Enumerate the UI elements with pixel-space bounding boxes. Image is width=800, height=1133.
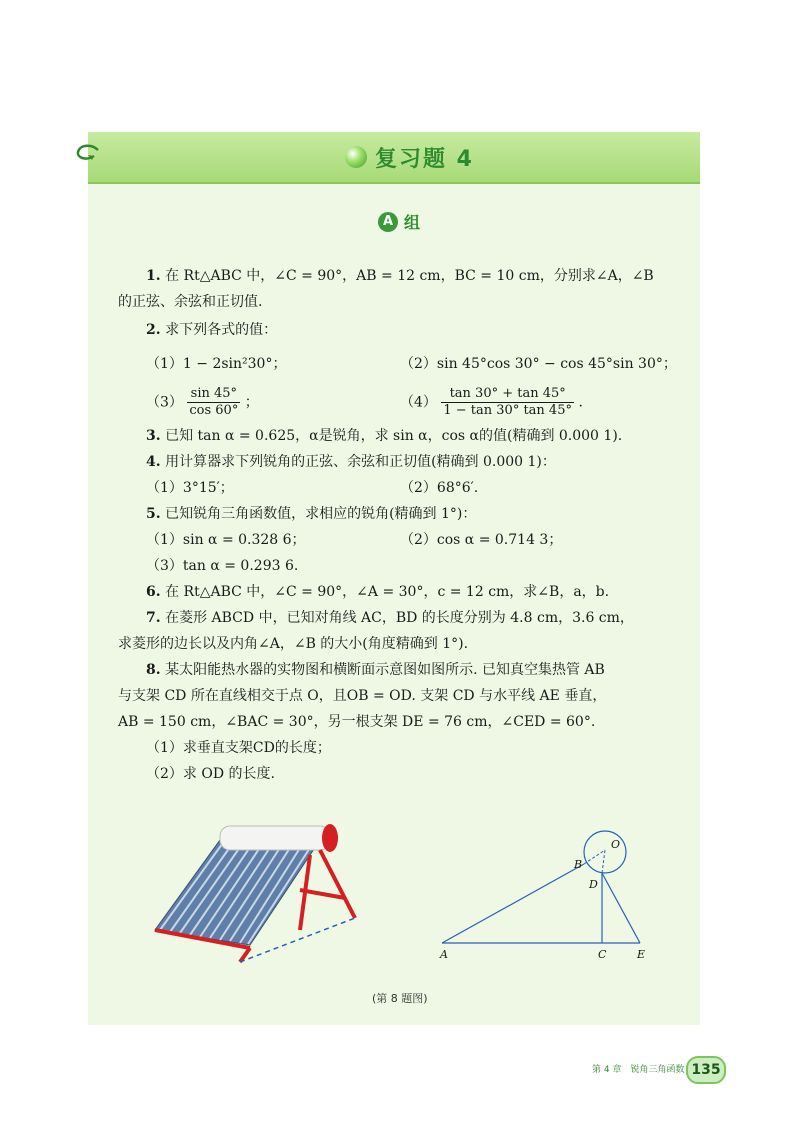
problem-number: 8. <box>146 662 161 678</box>
fraction <box>441 386 574 419</box>
problem-8-line1 <box>146 660 605 680</box>
point-label-D: D <box>589 878 598 891</box>
page-title <box>345 140 474 174</box>
point-label-E: E <box>637 948 646 961</box>
problem-6-line <box>146 582 609 602</box>
problem-8-part2: （2）求 OD 的长度. <box>146 766 275 782</box>
problem-number: 2. <box>146 322 161 338</box>
group-label: 组 <box>404 213 421 232</box>
problem-text: 已知锐角三角函数值，求相应的锐角(精确到 1°)： <box>165 506 477 522</box>
group-badge: A <box>378 212 398 232</box>
problem-text: 在菱形 ABCD 中，已知对角线 AC，BD 的长度分别为 4.8 cm，3.6 cm， <box>165 610 634 626</box>
fraction <box>187 386 240 419</box>
denominator: 1 − tan 30° tan 45° <box>443 403 572 418</box>
problem-text: 在 Rt△ABC 中，∠C = 90°，AB = 12 cm，BC = 10 cm，分别求∠A，∠B <box>165 268 654 284</box>
problem-number: 3. <box>146 428 161 444</box>
problem-2-part2: （2）sin 45°cos 30° − cos 45°sin 30°； <box>400 356 677 372</box>
problem-7-line2: 求菱形的边长以及内角∠A，∠B 的大小(角度精确到 1°). <box>118 636 469 652</box>
page-number: 135 <box>686 1056 726 1084</box>
problem-4-part2: （2）68°6′. <box>400 480 479 496</box>
problem-5-part3: （3）tan α = 0.293 6. <box>146 558 299 574</box>
problem-5-part1: （1）sin α = 0.328 6； <box>146 532 306 548</box>
problem-4-line <box>146 452 556 472</box>
part-end: . <box>578 394 583 411</box>
problem-number: 4. <box>146 454 161 470</box>
part-label: （4） <box>400 394 437 411</box>
point-label-C: C <box>598 948 607 961</box>
problem-2-part1: （1）1 − 2sin²30°； <box>146 356 287 372</box>
denominator: cos 60° <box>189 403 239 418</box>
swirl-arrow-icon <box>74 142 104 166</box>
point-label-B: B <box>574 858 583 871</box>
problem-text: 某太阳能热水器的实物图和横断面示意图如图所示. 已知真空集热管 AB <box>165 662 605 678</box>
problem-2-line <box>146 320 277 340</box>
problem-8-part1: （1）求垂直支架CD的长度； <box>146 740 331 756</box>
problem-7-line1 <box>146 608 634 628</box>
problem-2-part3 <box>146 386 259 419</box>
point-label-O: O <box>611 838 621 851</box>
problem-number: 7. <box>146 610 161 626</box>
title-text: 复习题 4 <box>375 146 474 172</box>
problem-number: 6. <box>146 584 161 600</box>
problem-text: 求下列各式的值： <box>165 322 278 338</box>
solar-heater-illustration <box>150 820 360 970</box>
problem-8-line3: AB = 150 cm，∠BAC = 30°，另一根支架 DE = 76 cm，∠CED = 60°. <box>118 714 596 730</box>
figure-caption: (第 8 题图) <box>372 992 428 1005</box>
problem-text: 用计算器求下列锐角的正弦、余弦和正切值(精确到 0.000 1)： <box>165 454 556 470</box>
problem-number: 5. <box>146 506 161 522</box>
chapter-label: 第 4 章 锐角三角函数 <box>592 1065 685 1075</box>
geometry-diagram <box>430 830 660 965</box>
numerator: tan 30° + tan 45° <box>441 386 574 403</box>
problem-text: 已知 tan α = 0.625，α是锐角，求 sin α，cos α的值(精确到 0.000 1). <box>165 428 623 444</box>
part-end: ； <box>244 394 259 411</box>
part-label: （3） <box>146 394 183 411</box>
problem-1-line2: 的正弦、余弦和正切值. <box>118 294 263 310</box>
problem-8-line2: 与支架 CD 所在直线相交于点 O，且OB = OD. 支架 CD 与水平线 AE 垂直， <box>118 688 607 704</box>
problem-3-line <box>146 426 622 446</box>
numerator: sin 45° <box>187 386 240 403</box>
point-label-A: A <box>440 948 448 961</box>
group-heading <box>378 210 420 233</box>
problem-1-line1 <box>146 266 654 286</box>
green-ball-icon <box>345 146 367 168</box>
problem-text: 在 Rt△ABC 中，∠C = 90°，∠A = 30°，c = 12 cm，求∠B，a，b. <box>165 584 610 600</box>
problem-4-part1: （1）3°15′； <box>146 480 234 496</box>
problem-5-line <box>146 504 476 524</box>
problem-5-part2: （2）cos α = 0.714 3； <box>400 532 563 548</box>
problem-2-part4 <box>400 386 583 419</box>
problem-number: 1. <box>146 268 161 284</box>
